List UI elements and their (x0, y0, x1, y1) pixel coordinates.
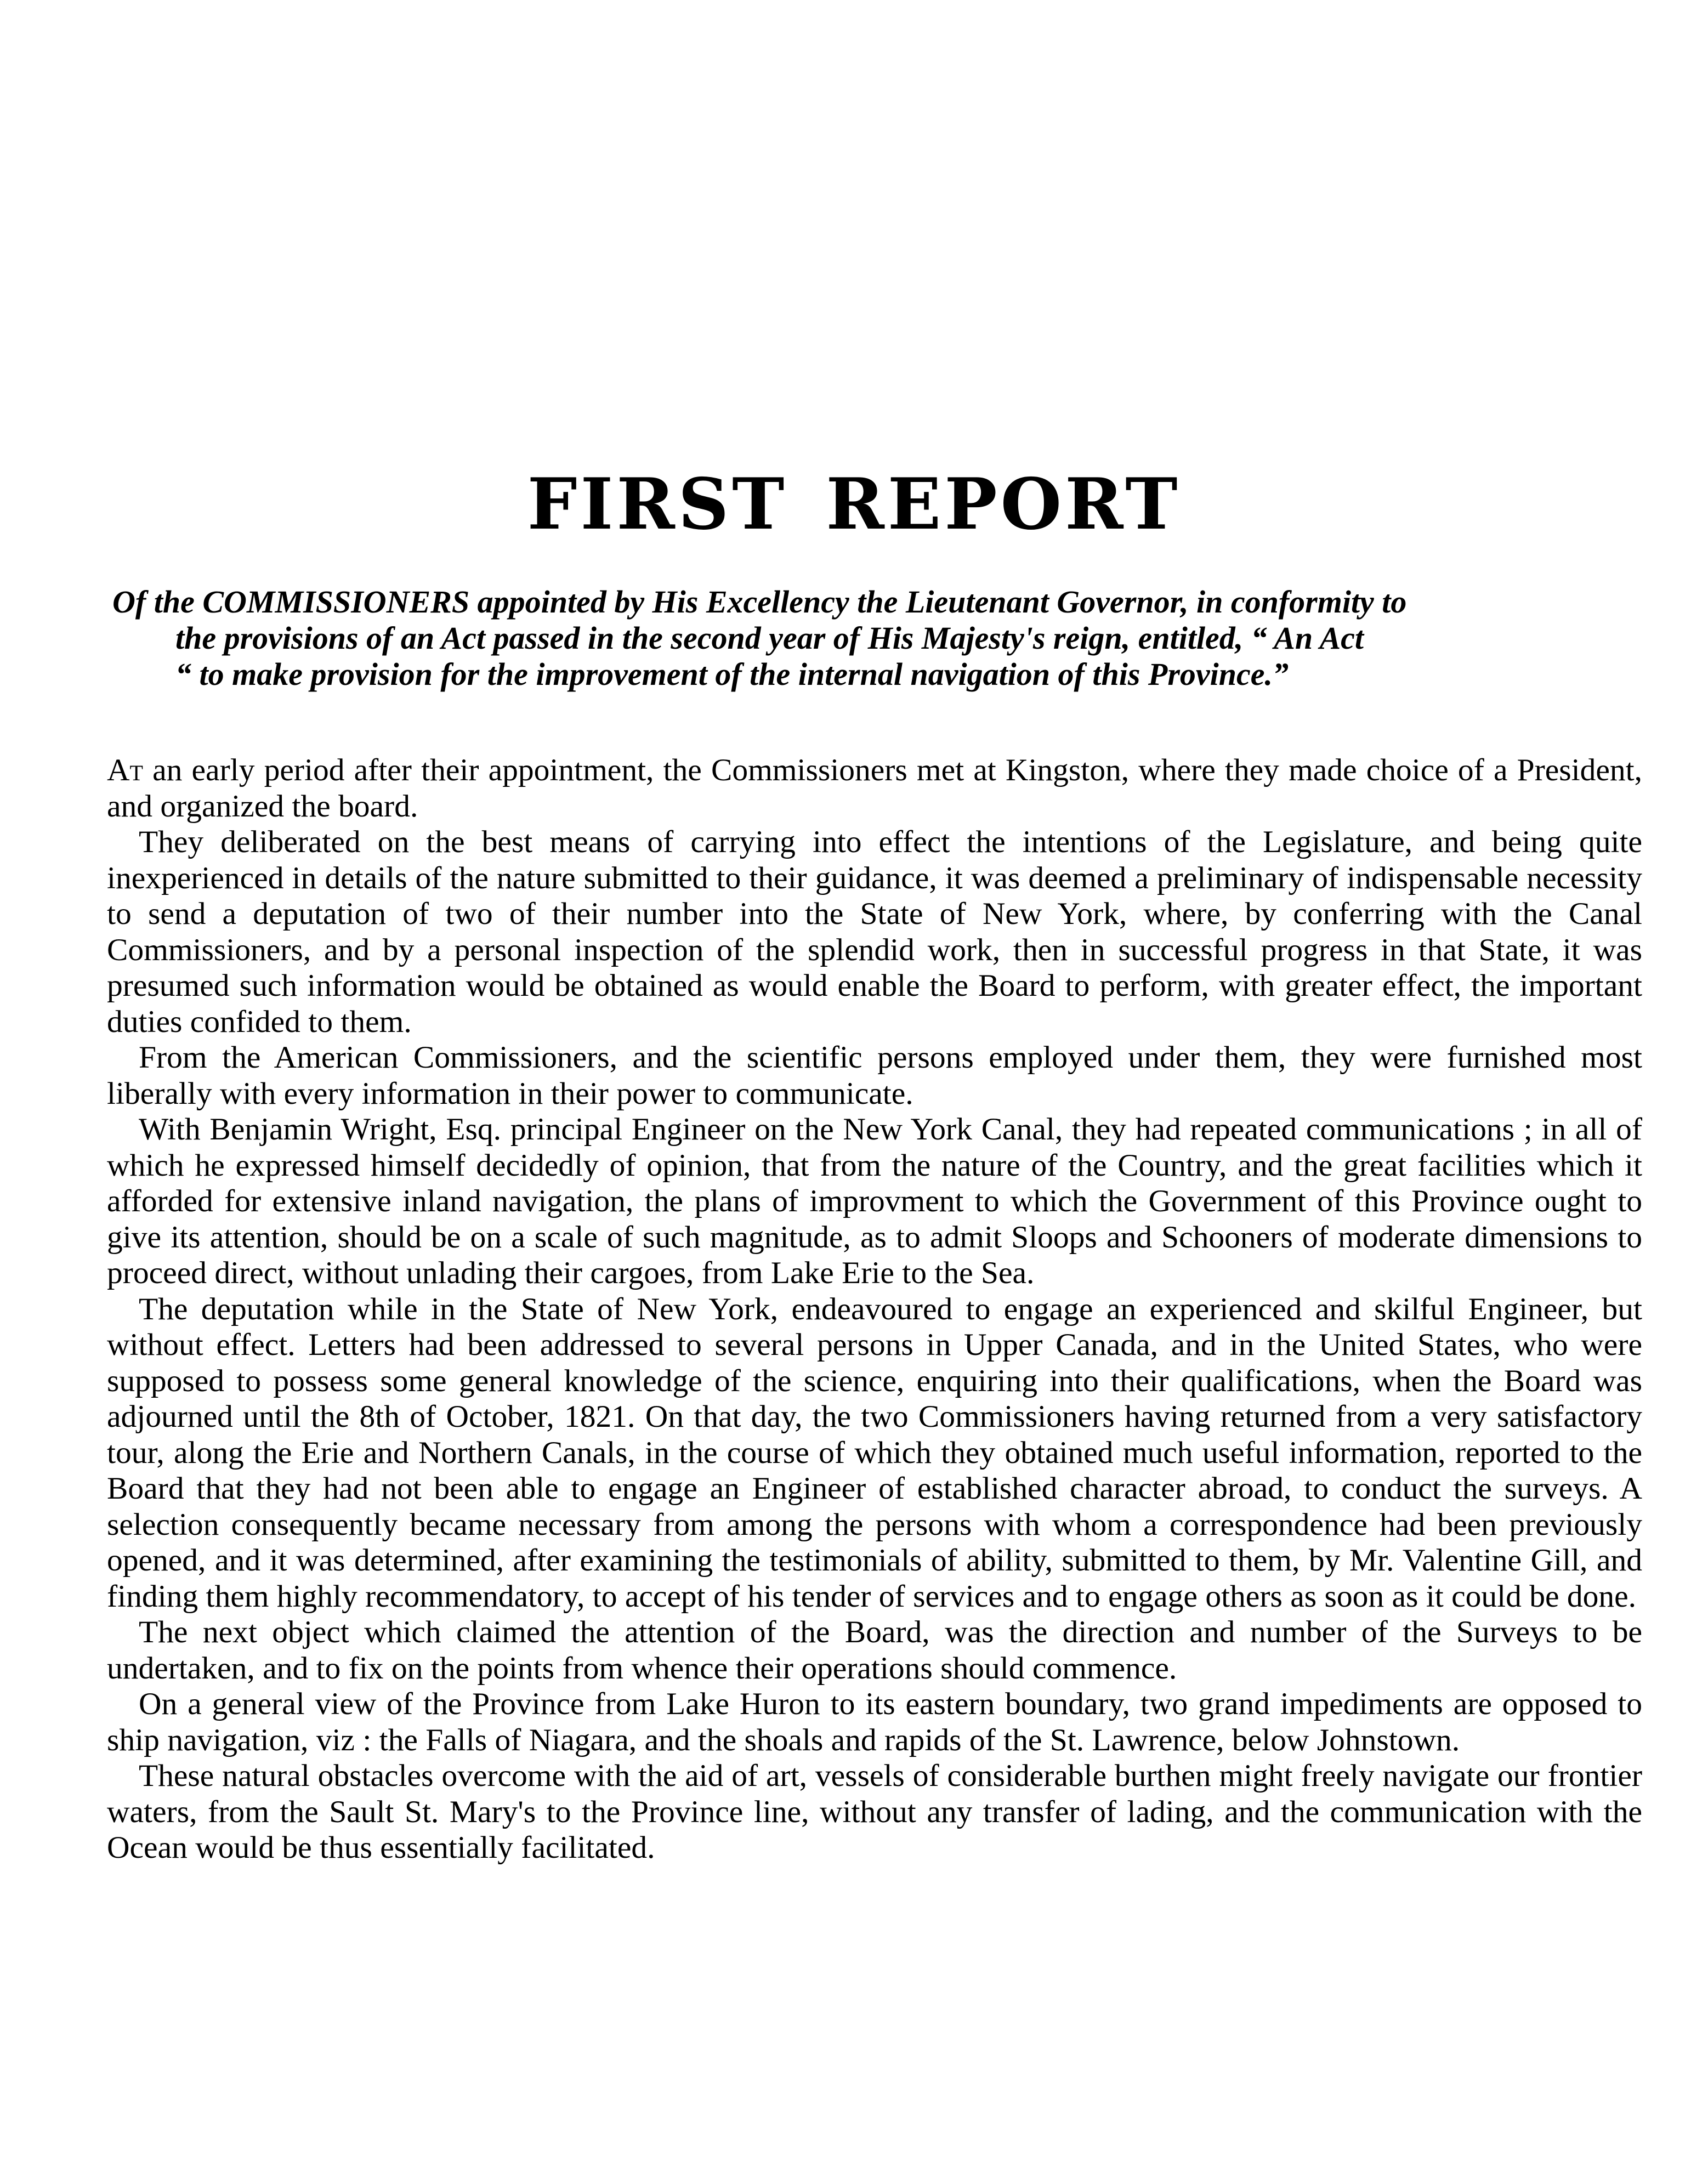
paragraph-5: The deputation while in the State of New York, endeavoured to engage an experienced and skilful Engineer, but without effect. Letters had been addressed to several persons in Upper Canada, and in the United States, who were supposed to possess some general knowledge of the science, enquiring into their qualifications, when the Board was adjourned until the 8th of October, 1821. On that day, the two Commissioners having returned from a very satisfactory tour, along the Erie and Northern Canals, in the course of which they obtained much useful information, reported to the Board that they had not been able to engage an Engineer of established character abroad, to conduct the surveys. A selection consequently became necessary from among the persons with whom a correspondence had been previously opened, and it was determined, after examining the testimonials of ability, submitted to them, by Mr. Valentine Gill, and finding them highly recommendatory, to accept of his tender of services and to engage others as soon as it could be done. (107, 1291, 1642, 1614)
paragraph-7: On a general view of the Province from Lake Huron to its eastern boundary, two grand impediments are opposed to ship navigation, viz : the Falls of Niagara, and the shoals and rapids of the St. Lawrence, below Johnstown. (107, 1687, 1642, 1757)
paragraph-1-text: an early period after their appointment, the Commissioners met at Kingston, where they made choice of a President, and organized the board. (107, 753, 1642, 824)
paragraph-1 (107, 752, 1642, 824)
paragraph-4: With Benjamin Wright, Esq. principal Engineer on the New York Canal, they had repeated communications ; in all of which he expressed himself decidedly of opinion, that from the nature of the Country, and the great facilities which it afforded for extensive inland navigation, the plans of improvment to which the Government of this Province ought to give its attention, should be on a scale of such magnitude, as to admit Sloops and Schooners of moderate dimensions to proceed direct, without unlading their cargoes, from Lake Erie to the Sea. (107, 1112, 1642, 1290)
paragraph-6: The next object which claimed the attention of the Board, was the direction and number of the Surveys to be undertaken, and to fix on the points from whence their operations should commence. (107, 1615, 1642, 1686)
title-word-first: FIRST (527, 463, 788, 546)
subtitle-line-2: the provisions of an Act passed in the second year of His Majesty's reign, entitled, “ An Act (175, 620, 1364, 656)
report-body (107, 752, 1642, 1866)
paragraph-8: These natural obstacles overcome with the aid of art, vessels of considerable burthen might freely navigate our frontier waters, from the Sault St. Mary's to the Province line, without any transfer of lading, and the communication with the Ocean would be thus essentially facilitated. (107, 1759, 1642, 1865)
page-title (0, 463, 1708, 546)
title-word-report: REPORT (826, 463, 1181, 546)
paragraph-2: They deliberated on the best means of carrying into effect the intentions of the Legislature, and being quite inexperienced in details of the nature submitted to their guidance, it was deemed a preliminary of indispensable necessity to send a deputation of two of their number into the State of New York, where, by conferring with the Canal Commissioners, and by a personal inspection of the splendid work, then in successful progress in that State, it was presumed such information would be obtained as would enable the Board to perform, with greater effect, the important duties confided to them. (107, 825, 1642, 1039)
paragraph-3: From the American Commissioners, and the scientific persons employed under them, they were furnished most liberally with every information in their power to communicate. (107, 1040, 1642, 1111)
subtitle-line-3: “ to make provision for the improvement of the internal navigation of this Province.” (175, 656, 1289, 692)
paragraph-1-lead-word: At (107, 753, 143, 787)
report-subtitle (112, 584, 1642, 693)
subtitle-line-1: Of the COMMISSIONERS appointed by His Excellency the Lieutenant Governor, in conformity to (112, 584, 1407, 620)
